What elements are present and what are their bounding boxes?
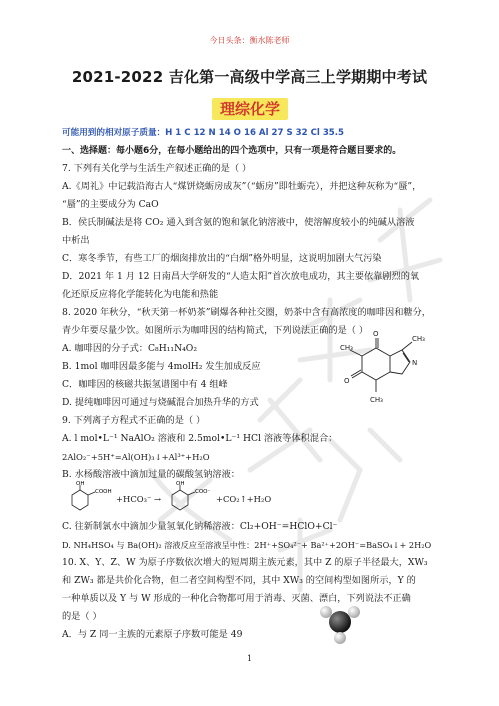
q9-option-c: C. 往新制氯水中滴加少量氢氧化钠稀溶液：Cl₂+OH⁻=HClO+Cl⁻	[62, 521, 338, 532]
salicylate-oh-label: OH	[176, 481, 185, 487]
salicylic-acid-structure	[62, 481, 116, 517]
q7-option-d: D．2021 年 1 月 12 日南昌大学研发的“人造太阳”首次放电成功，其主要依靠剧烈的氧	[62, 271, 420, 282]
q7-option-b-cont: 中析出	[62, 235, 90, 246]
caffeine-methyl-bottom: CH₃	[370, 396, 383, 404]
caffeine-methyl-left: CH₃	[340, 344, 353, 352]
q8-stem: 8. 2020 年秋分，“秋天第一杯奶茶”刷爆各种社交圈，奶茶中含有高浓度的咖啡因和糖分，	[62, 307, 431, 318]
q10-stem-2: 和 ZW₃ 都是共价化合物，但二者空间构型不同，其中 XW₃ 的空间构型如图所示，Y 的	[62, 575, 416, 586]
q9-option-a-eq: 2AlO₂⁻+5H⁺=Al(OH)₃↓+Al³⁺+H₂O	[62, 452, 210, 462]
caffeine-methyl-right: CH₃	[412, 335, 425, 343]
section-heading: 一、选择题：每小题6分，在每小题给出的四个选项中，只有一项是符合题目要求的。	[62, 146, 402, 156]
salicylate-structure	[162, 481, 216, 517]
q10-option-a: A．与 Z 同一主族的元素原子序数可能是 49	[62, 629, 243, 640]
q7-option-b: B．侯氏制碱法是将 CO₂ 通入到含氨的饱和氯化钠溶液中，使溶解度较小的纯碱从溶液	[62, 217, 415, 228]
salicylic-oh-label: OH	[76, 481, 85, 487]
subject-badge: 理综化学	[212, 98, 288, 120]
molecule-ball-model	[310, 600, 370, 648]
q9-option-b-equation	[62, 481, 312, 517]
q7-option-c: C．寒冬季节，有些工厂的烟囱排放出的“白烟”格外明显，这说明加剧大气污染	[62, 253, 382, 264]
q9-b-eq-left: +HCO₃⁻ →	[116, 494, 162, 504]
q7-stem: 7. 下列有关化学与生活生产叙述正确的是（ ）	[62, 163, 252, 174]
q8-option-b: B. 1mol 咖啡因最多能与 4molH₂ 发生加成反应	[62, 361, 261, 372]
q8-option-a: A. 咖啡因的分子式：C₈H₁₁N₄O₂	[62, 343, 198, 354]
q9-option-a: A. l mol•L⁻¹ NaAlO₂ 溶液和 2.5mol•L⁻¹ HCl 溶液等体积混合：	[62, 433, 338, 444]
salicylic-cooh-label: COOH	[95, 489, 112, 495]
q7-option-d-cont: 化还原反应将化学能转化为电能和热能	[62, 289, 219, 300]
atomic-masses: 可能用到的相对原子质量：H 1 C 12 N 14 O 16 Al 27 S 32 Cl 35.5	[62, 128, 345, 138]
q7-option-a-cont: “蜃”的主要成分为 CaO	[62, 199, 159, 210]
q8-option-c: C．咖啡因的核磁共振氢谱图中有 4 组峰	[62, 379, 228, 390]
q9-option-b: B. 水杨酸溶液中滴加过量的碳酸氢钠溶液：	[62, 469, 240, 480]
q7-option-a: A.《周礼》中记载沿海古人“煤饼烧蛎房成灰”（“蛎房”即牡蛎壳），并把这种灰称为“蜃”，	[62, 181, 422, 192]
q10-stem-4: 的是（ ）	[62, 611, 102, 622]
page-number: 1	[246, 654, 253, 663]
q9-b-eq-right: +CO₂↑+H₂O	[216, 494, 272, 504]
q10-stem: 10. X、Y、Z、W 为原子序数依次增大的短周期主族元素，其中 Z 的原子半径最大，XW₃	[62, 557, 428, 568]
caffeine-oxygen-top: O	[373, 330, 379, 338]
q9-stem: 9. 下列离子方程式不正确的是（ ）	[62, 415, 206, 426]
q9-option-d: D. NH₄HSO₄ 与 Ba(OH)₂ 溶液反应至溶液呈中性：2H⁺+SO₄²⁻+ Ba²⁺+2OH⁻=BaSO₄↓+ 2H₂O	[62, 540, 432, 550]
q8-option-d: D. 提纯咖啡因可通过与烧碱混合加热升华的方式	[62, 397, 259, 408]
caffeine-oxygen-left: O	[344, 377, 350, 385]
q10-stem-3: 一种单质以及 Y 与 W 形成的一种化合物都可用于消毒、灭菌、漂白，下列说法不正确	[62, 593, 411, 604]
caffeine-structure	[340, 328, 440, 410]
header-source: 今日头条：衡水陈老师	[209, 36, 290, 45]
exam-title: 2021-2022 吉化第一高级中学高三上学期期中考试	[71, 68, 428, 86]
salicylate-coo-label: COO⁻	[195, 489, 211, 495]
q8-stem-cont: 青少年要尽量少饮。如图所示为咖啡因的结构简式，下列说法正确的是（ ）	[62, 325, 369, 336]
caffeine-nitrogen: N	[412, 359, 418, 367]
